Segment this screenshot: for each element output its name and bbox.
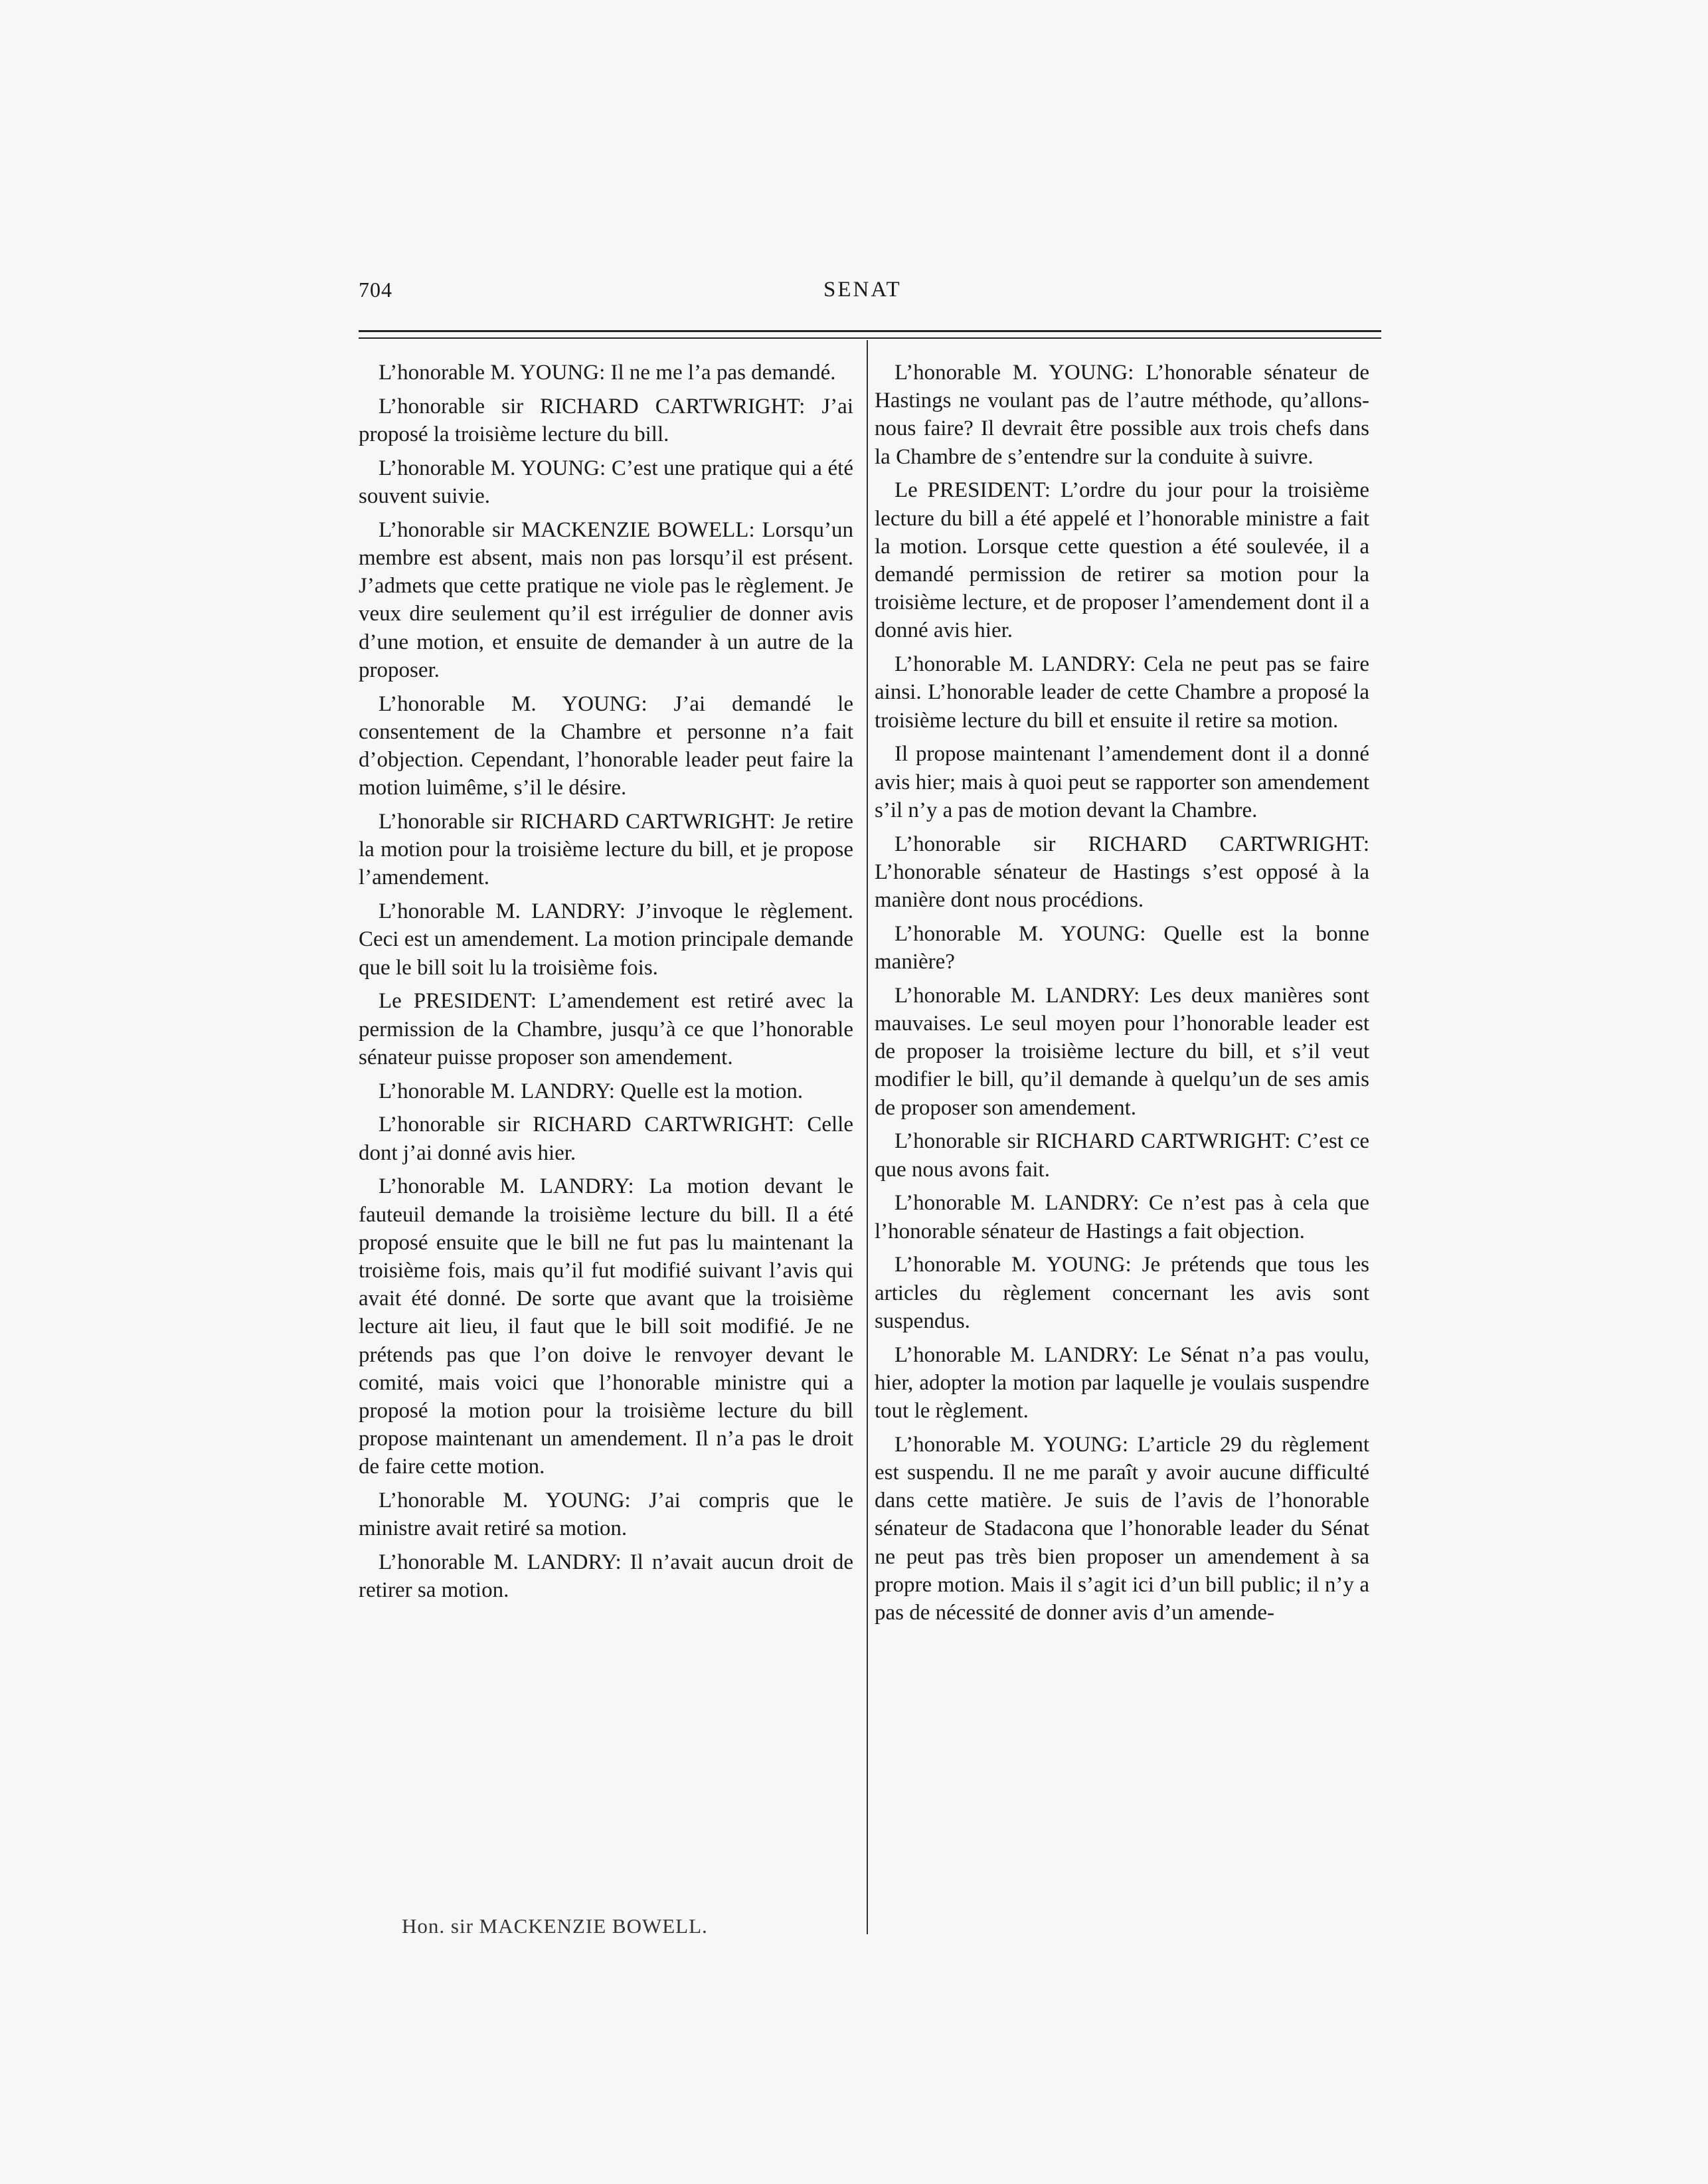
paragraph: L’honorable M. LANDRY: Ce n’est pas à cela que l’honorable sénateur de Hastings a fait objection. [875, 1191, 1369, 1243]
paragraph: L’honorable M. YOUNG: Il ne me l’a pas demandé. [379, 361, 836, 385]
paragraph: L’honorable M. YOUNG: L’article 29 du règlement est suspendu. Il ne me paraît y avoir aucune difficulté dans cette matière. Je suis de l’avis de l’honorable sénateur de Stadacona que l’honorable leader du Sénat ne peut pas très bien proposer un amendement à sa propre motion. Mais il s’agit ici d’un bill public; il n’y a pas de nécessité de donner avis d’un amende- [875, 1432, 1369, 1625]
paragraph: L’honorable M. YOUNG: C’est une pratique qui a été souvent suivie. [359, 456, 853, 508]
paragraph: L’honorable M. YOUNG: Quelle est la bonne manière? [875, 921, 1369, 974]
header-rule-top [359, 330, 1381, 332]
paragraph: Le PRESIDENT: L’amendement est retiré avec la permission de la Chambre, jusqu’à ce que l’honorable sénateur puisse proposer son amendement. [359, 989, 853, 1069]
paragraph: L’honorable M. LANDRY: Cela ne peut pas se faire ainsi. L’honorable leader de cette Chambre a proposé la troisième lecture du bill et ensuite il retire sa motion. [875, 652, 1369, 733]
page-header [359, 278, 1381, 311]
paragraph: L’honorable M. YOUNG: Je prétends que tous les articles du règlement concernant les avis sont suspendus. [875, 1253, 1369, 1333]
paragraph: Le PRESIDENT: L’ordre du jour pour la troisième lecture du bill a été appelé et l’honorable ministre a fait la motion. Lorsque cette question a été soulevée, il a demandé permission de retirer sa motion pour la troisième lecture, et de proposer l’amendement dont il a donné avis hier. [875, 478, 1369, 643]
header-rule-bottom [359, 337, 1381, 339]
paragraph: Il propose maintenant l’amendement dont il a donné avis hier; mais à quoi peut se rapporter son amendement s’il n’y a pas de motion devant la Chambre. [875, 742, 1369, 822]
page-number: 704 [359, 278, 392, 302]
paragraph: L’honorable M. LANDRY: Le Sénat n’a pas voulu, hier, adopter la motion par laquelle je voulais suspendre tout le règlement. [875, 1342, 1369, 1423]
paragraph: L’honorable sir RICHARD CARTWRIGHT: Je retire la motion pour la troisième lecture du bill, et je propose l’amendement. [359, 810, 853, 890]
paragraph: L’honorable M. YOUNG: J’ai demandé le consentement de la Chambre et personne n’a fait d’objection. Cependant, l’honorable leader peut faire la motion luimême, s’il le désire. [359, 691, 853, 800]
paragraph: L’honorable sir RICHARD CARTWRIGHT: J’ai proposé la troisième lecture du bill. [359, 394, 853, 446]
paragraph: L’honorable sir RICHARD CARTWRIGHT: L’honorable sénateur de Hastings s’est opposé à la manière dont nous procédions. [875, 832, 1369, 913]
paragraph: L’honorable M. LANDRY: Quelle est la motion. [379, 1079, 804, 1103]
paragraph: L’honorable sir RICHARD CARTWRIGHT: C’est ce que nous avons fait. [875, 1129, 1369, 1182]
column-divider [867, 340, 868, 1934]
paragraph: L’honorable M. LANDRY: J’invoque le règlement. Ceci est un amendement. La motion principale demande que le bill soit lu la troisième fois. [359, 899, 853, 980]
paragraph: L’honorable M. YOUNG: L’honorable sénateur de Hastings ne voulant pas de l’autre méthode, qu’allons-nous faire? Il devrait être possible aux trois chefs dans la Chambre de s’entendre sur la conduite à suivre. [875, 361, 1369, 469]
running-head: SENAT [823, 278, 902, 302]
paragraph: L’honorable M. LANDRY: Les deux manières sont mauvaises. Le seul moyen pour l’honorable leader est de proposer la troisième lecture du bill, et s’il veut modifier le bill, qu’il demande à quelqu’un de ses amis de proposer son amendement. [875, 983, 1369, 1120]
paragraph: L’honorable M. YOUNG: J’ai compris que le ministre avait retiré sa motion. [359, 1489, 853, 1541]
left-column [359, 359, 853, 1610]
paragraph: L’honorable M. LANDRY: La motion devant le fauteuil demande la troisième lecture du bill. Il a été proposé ensuite que le bill ne fut pas lu maintenant la troisième fois, mais qu’il fut modifié suivant l’avis qui avait été donné. De sorte que avant que la troisième lecture ait lieu, il faut que le bill soit modifié. Je ne prétends pas que l’on doive le renvoyer devant le comité, mais voici que l’honorable ministre qui a proposé la motion pour la troisième lecture du bill propose maintenant un amendement. Il n’a pas le droit de faire cette motion. [359, 1174, 853, 1479]
right-column [875, 359, 1369, 1633]
paragraph: L’honorable M. LANDRY: Il n’avait aucun droit de retirer sa motion. [359, 1550, 853, 1603]
paragraph: L’honorable sir MACKENZIE BOWELL: Lorsqu’un membre est absent, mais non pas lorsqu’il est présent. J’admets que cette pratique ne viole pas le règlement. Je veux dire seulement qu’il est irrégulier de donner avis d’une motion, et ensuite de demander à un autre de la proposer. [359, 517, 853, 682]
catchword: Hon. sir MACKENZIE BOWELL. [402, 1914, 708, 1938]
paragraph: L’honorable sir RICHARD CARTWRIGHT: Celle dont j’ai donné avis hier. [359, 1113, 853, 1165]
